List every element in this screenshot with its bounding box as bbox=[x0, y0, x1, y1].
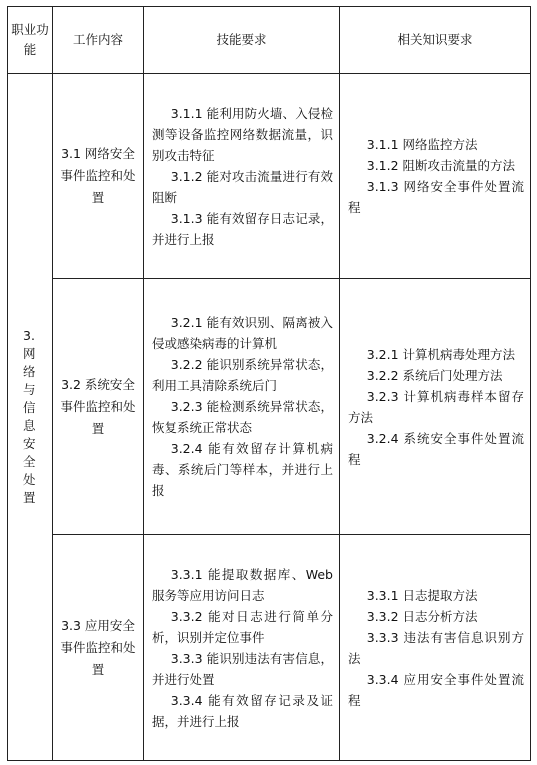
skill-item: 3.2.2 能识别系统异常状态，利用工具清除系统后门 bbox=[152, 357, 333, 393]
table-row bbox=[8, 279, 531, 535]
skills-cell bbox=[144, 279, 340, 535]
knowledge-item: 3.2.1 计算机病毒处理方法 bbox=[366, 346, 516, 362]
skill-item: 3.2.3 能检测系统异常状态，恢复系统正常状态 bbox=[152, 399, 333, 435]
knowledge-cell bbox=[340, 74, 531, 279]
skill-item: 3.1.1 能利用防火墙、入侵检测等设备监控网络数据流量，识别攻击特征 bbox=[152, 105, 333, 163]
knowledge-item: 3.2.2 系统后门处理方法 bbox=[366, 367, 503, 383]
knowledge-cell bbox=[340, 279, 531, 535]
function-cell bbox=[8, 74, 53, 761]
skill-item: 3.3.3 能识别违法有害信息，并进行处置 bbox=[152, 650, 333, 687]
table-row bbox=[8, 535, 531, 761]
header-knowledge: 相关知识要求 bbox=[340, 7, 531, 74]
header-content: 工作内容 bbox=[53, 7, 144, 74]
content-cell: 3.3 应用安全事件监控和处置 bbox=[53, 535, 144, 761]
function-label: 3. 网络与信息安全处置 bbox=[23, 328, 36, 505]
knowledge-item: 3.2.4 系统安全事件处置流程 bbox=[348, 430, 524, 467]
content-cell: 3.2 系统安全事件监控和处置 bbox=[53, 279, 144, 535]
skill-item: 3.3.2 能对日志进行简单分析，识别并定位事件 bbox=[152, 608, 333, 645]
knowledge-item: 3.1.1 网络监控方法 bbox=[366, 137, 478, 152]
knowledge-item: 3.3.2 日志分析方法 bbox=[366, 608, 478, 624]
skills-table bbox=[7, 6, 531, 761]
knowledge-item: 3.3.3 违法有害信息识别方法 bbox=[348, 629, 524, 666]
skill-item: 3.1.3 能有效留存日志记录，并进行上报 bbox=[152, 210, 333, 247]
header-row bbox=[8, 7, 531, 74]
skill-item: 3.3.1 能提取数据库、Web服务等应用访问日志 bbox=[152, 566, 333, 603]
skill-item: 3.1.2 能对攻击流量进行有效阻断 bbox=[152, 168, 333, 205]
header-func: 职业功能 bbox=[8, 7, 53, 74]
skill-item: 3.3.4 能有效留存记录及证据，并进行上报 bbox=[152, 692, 333, 729]
knowledge-item: 3.2.3 计算机病毒样本留存方法 bbox=[348, 388, 524, 425]
knowledge-item: 3.3.1 日志提取方法 bbox=[366, 587, 478, 603]
skill-item: 3.2.4 能有效留存计算机病毒、系统后门等样本，并进行上报 bbox=[152, 441, 333, 498]
table-row bbox=[8, 74, 531, 279]
skill-item: 3.2.1 能有效识别、隔离被入侵或感染病毒的计算机 bbox=[152, 315, 333, 351]
knowledge-item: 3.1.3 网络安全事件处置流程 bbox=[348, 179, 524, 215]
knowledge-item: 3.1.2 阻断攻击流量的方法 bbox=[366, 158, 516, 173]
content-cell: 3.1 网络安全事件监控和处置 bbox=[53, 74, 144, 279]
knowledge-cell bbox=[340, 535, 531, 761]
skills-cell bbox=[144, 535, 340, 761]
knowledge-item: 3.3.4 应用安全事件处置流程 bbox=[348, 671, 524, 708]
header-skills: 技能要求 bbox=[144, 7, 340, 74]
skills-cell bbox=[144, 74, 340, 279]
